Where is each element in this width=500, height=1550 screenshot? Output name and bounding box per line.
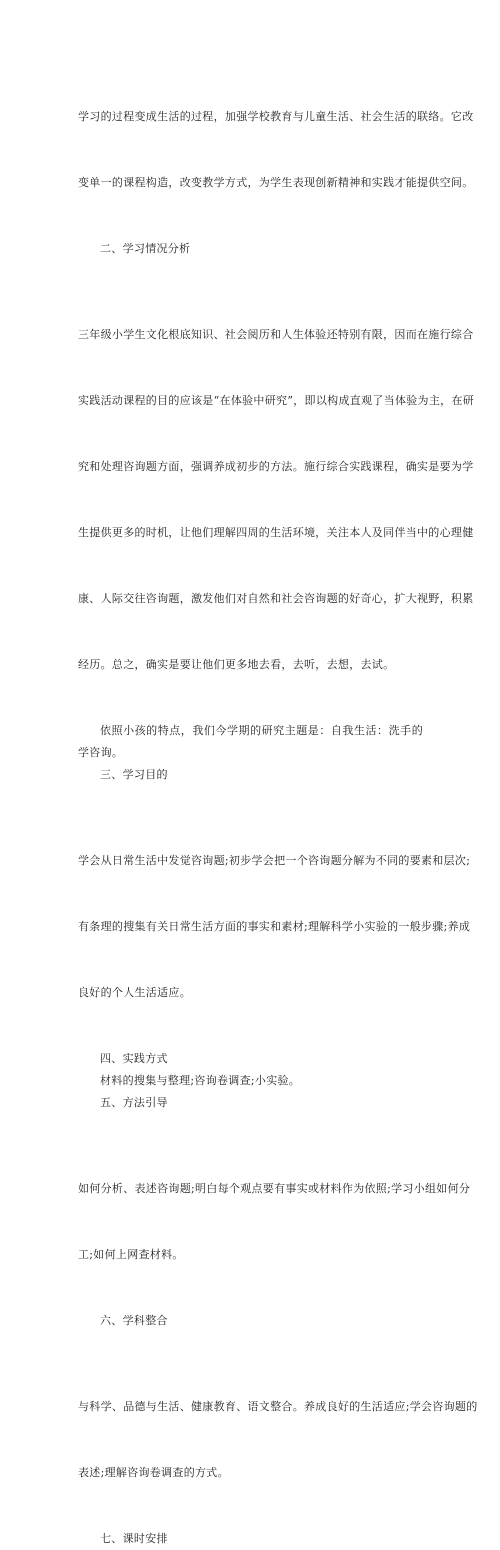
section4-text: 材料的搜集与整理;咨询卷调查;小实验。 [100, 1074, 301, 1087]
text-line: 三年级小学生文化根底知识、社会阅历和人生体验还特别有限，因而在施行综合 [78, 328, 474, 341]
text-line: 经历。总之，确实是要让他们更多地去看，去听，去想，去试。 [78, 658, 395, 671]
spacer [78, 260, 423, 280]
text-line: 如何分析、表述咨询题;明白每个观点要有事实或材料作为依照;学习小组如何分 [78, 1182, 471, 1195]
section-heading-7: 七、课时安排 [100, 1532, 168, 1545]
text-line: 与科学、品德与生活、健康教育、语文整合。养成良好的生活适应;学会咨询题的 [78, 1400, 478, 1413]
text-line: 康、人际交往咨询题，激发他们对自然和社会咨询题的好奇心，扩大视野，积累 [78, 592, 474, 605]
spacer [78, 1114, 423, 1134]
text-line: 变单一的课程构造，改变教学方式，为学生表现创新精神和实践才能提供空间。 [78, 176, 474, 189]
section-heading-2: 二、学习情况分析 [100, 242, 191, 255]
spacer [78, 786, 423, 806]
intro-paragraph [78, 62, 474, 238]
text-line: 表述;理解咨询卷调查的方式。 [78, 1466, 229, 1479]
spacer [78, 1332, 423, 1352]
section-heading-5: 五、方法引导 [100, 1096, 168, 1109]
text-line: 良好的个人生活适应。 [78, 986, 191, 999]
section6-paragraph [78, 1352, 478, 1528]
document-page [78, 62, 478, 1550]
text-line: 生提供更多的时机，让他们理解四周的生活环境，关注本人及同伴当中的心理健 [78, 526, 474, 539]
text-line: 学习的过程变成生活的过程，加强学校教育与儿童生活、社会生活的联络。它改 [78, 110, 474, 123]
section2-paragraph-2: 依照小孩的特点，我们今学期的研究主题是：自我生活：洗手的学咨询。 [78, 724, 423, 759]
text-line: 学会从日常生活中发觉咨询题;初步学会把一个咨询题分解为不同的要素和层次; [78, 854, 471, 867]
section2-paragraph-1 [78, 280, 475, 720]
section-heading-6: 六、学科整合 [100, 1314, 168, 1327]
section-heading-3: 三、学习目的 [100, 768, 168, 781]
section3-paragraph [78, 806, 471, 1048]
section-heading-4: 四、实践方式 [100, 1052, 168, 1065]
text-line: 实践活动课程的目的应该是“在体验中研究”，即以构成直观了当体验为主，在研 [78, 394, 475, 407]
text-line: 究和处理咨询题方面，强调养成初步的方法。施行综合实践课程，确实是要为学 [78, 460, 474, 473]
text-line: 有条理的搜集有关日常生活方面的事实和素材;理解科学小实验的一般步骤;养成 [78, 920, 471, 933]
section5-paragraph [78, 1134, 471, 1310]
text-line: 工;如何上网查材料。 [78, 1248, 184, 1261]
